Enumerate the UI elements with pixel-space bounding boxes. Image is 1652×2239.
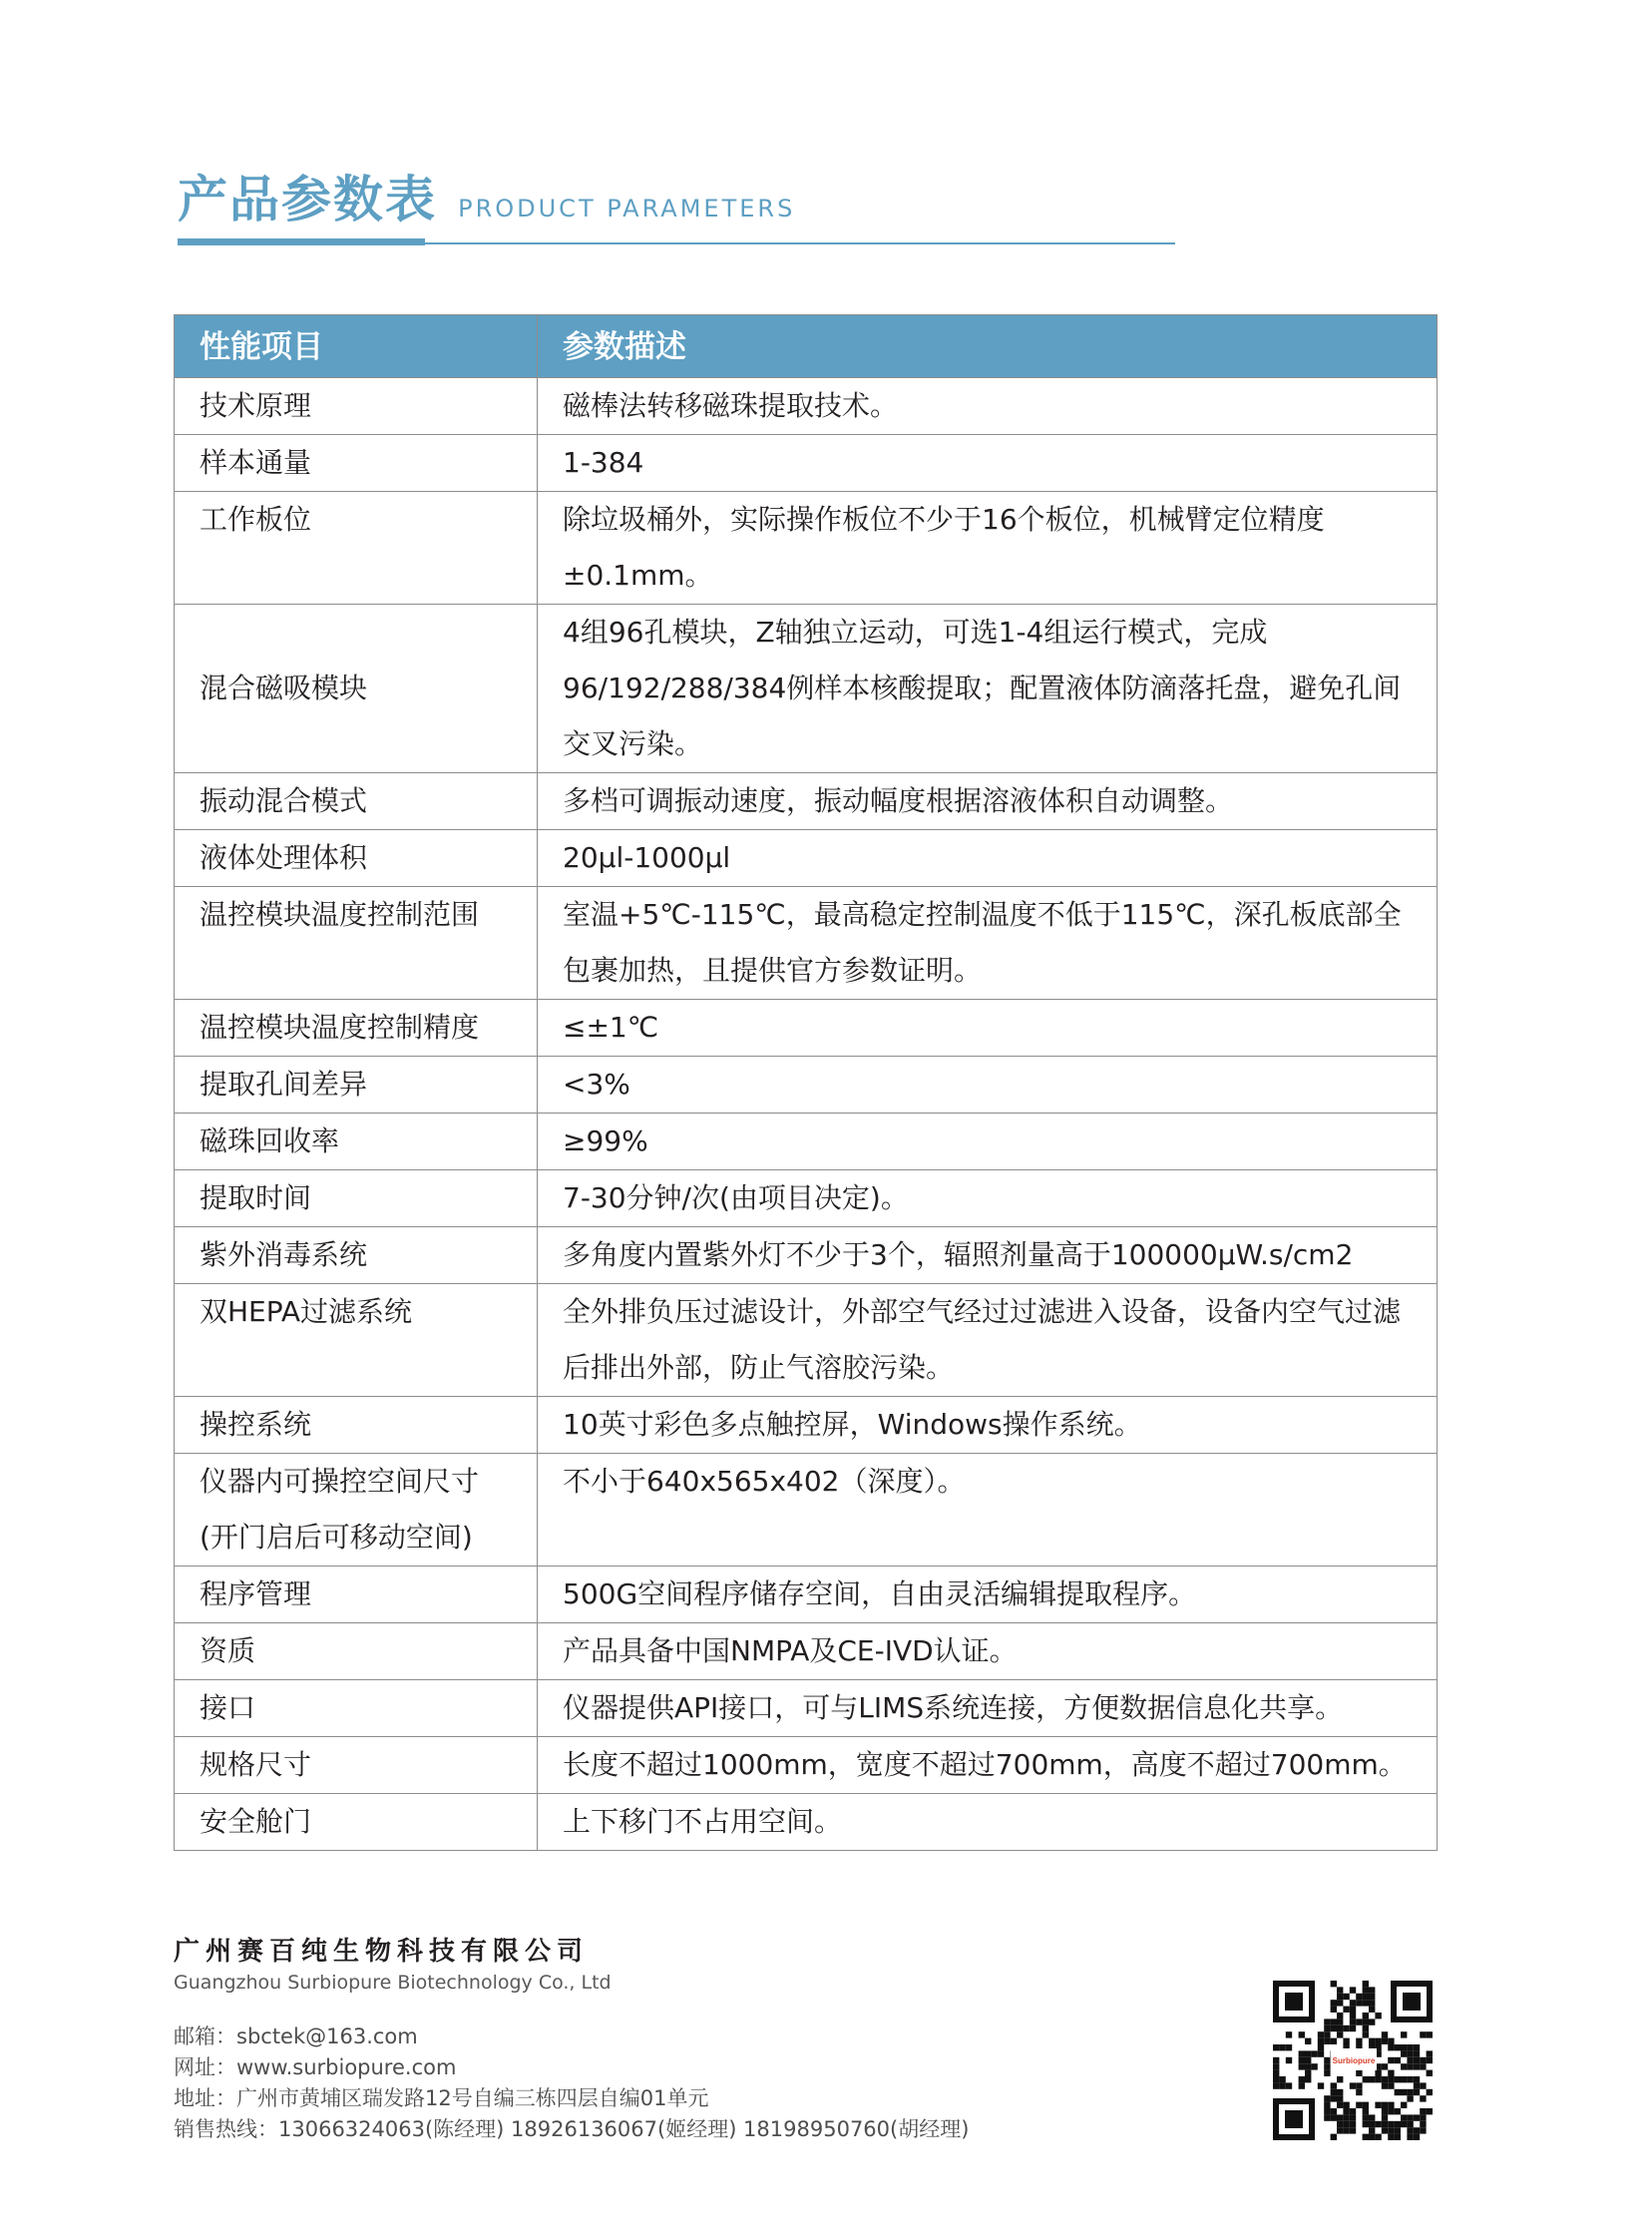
- param-value: <3%: [538, 1057, 1438, 1114]
- table-row: [175, 1397, 1438, 1454]
- param-name: 振动混合模式: [175, 773, 538, 830]
- table-row: [175, 1114, 1438, 1170]
- table-row: [175, 887, 1438, 1000]
- param-name: 技术原理: [175, 378, 538, 435]
- page-subtitle: PRODUCT PARAMETERS: [458, 195, 796, 223]
- param-value: 不小于640x565x402（深度）。: [538, 1454, 1438, 1567]
- contact-website: 网址：www.surbiopure.com: [174, 2055, 457, 2079]
- param-name: 操控系统: [175, 1397, 538, 1454]
- table-row: [175, 1567, 1438, 1623]
- param-value: 20μl-1000μl: [538, 830, 1438, 887]
- table-row: [175, 1170, 1438, 1227]
- company-name-en: Guangzhou Surbiopure Biotechnology Co., Ltd: [174, 1972, 612, 1994]
- header-accent-bar: [178, 238, 425, 245]
- param-name: 提取孔间差异: [175, 1057, 538, 1114]
- table-row: [175, 1737, 1438, 1794]
- param-value: ≤±1℃: [538, 1000, 1438, 1057]
- param-value: 1-384: [538, 435, 1438, 492]
- table-row: [175, 1794, 1438, 1851]
- param-name: 磁珠回收率: [175, 1114, 538, 1170]
- table-row: [175, 435, 1438, 492]
- param-name: 资质: [175, 1623, 538, 1680]
- parameters-table: [174, 314, 1438, 1851]
- param-value: 磁棒法转移磁珠提取技术。: [538, 378, 1438, 435]
- param-name: 规格尺寸: [175, 1737, 538, 1794]
- param-value: ≥99%: [538, 1114, 1438, 1170]
- table-header-row: [175, 315, 1438, 378]
- param-value: 多角度内置紫外灯不少于3个，辐照剂量高于100000μW.s/cm2: [538, 1227, 1438, 1284]
- param-value: 7-30分钟/次(由项目决定)。: [538, 1170, 1438, 1227]
- page-title: 产品参数表: [178, 171, 437, 228]
- contact-info: [174, 2021, 969, 2145]
- qr-code-icon: [1273, 1981, 1433, 2140]
- table-row: [175, 1057, 1438, 1114]
- table-row: [175, 1284, 1438, 1397]
- param-name: 接口: [175, 1680, 538, 1737]
- param-name: 样本通量: [175, 435, 538, 492]
- param-name: 仪器内可操控空间尺寸(开门启后可移动空间): [175, 1454, 538, 1567]
- param-name: 提取时间: [175, 1170, 538, 1227]
- contact-hotline: 销售热线：13066324063(陈经理) 18926136067(姬经理) 18198950760(胡经理): [174, 2117, 970, 2141]
- param-value: 除垃圾桶外，实际操作板位不少于16个板位，机械臂定位精度±0.1mm。: [538, 492, 1438, 605]
- contact-email: 邮箱：sbctek@163.com: [174, 2024, 418, 2048]
- param-value: 室温+5℃-115℃，最高稳定控制温度不低于115℃，深孔板底部全包裹加热，且提供官方参数证明。: [538, 887, 1438, 1000]
- company-name-cn: 广州赛百纯生物科技有限公司: [174, 1937, 590, 1967]
- param-value: 10英寸彩色多点触控屏，Windows操作系统。: [538, 1397, 1438, 1454]
- table-row: [175, 1680, 1438, 1737]
- company-block: [174, 1931, 612, 1994]
- param-name: 液体处理体积: [175, 830, 538, 887]
- table-row: [175, 830, 1438, 887]
- qr-logo-text: Surbiopure: [1332, 2056, 1376, 2065]
- column-header-item: 性能项目: [175, 315, 538, 378]
- param-value: 上下移门不占用空间。: [538, 1794, 1438, 1851]
- page-header: [178, 160, 795, 231]
- param-name: 安全舱门: [175, 1794, 538, 1851]
- column-header-desc: 参数描述: [538, 315, 1438, 378]
- param-value: 全外排负压过滤设计，外部空气经过过滤进入设备，设备内空气过滤后排出外部，防止气溶胶污染。: [538, 1284, 1438, 1397]
- table-row: [175, 773, 1438, 830]
- param-value: 仪器提供API接口，可与LIMS系统连接，方便数据信息化共享。: [538, 1680, 1438, 1737]
- table-row: [175, 378, 1438, 435]
- table-row: [175, 1000, 1438, 1057]
- param-value: 产品具备中国NMPA及CE-IVD认证。: [538, 1623, 1438, 1680]
- table-row: [175, 1454, 1438, 1567]
- table-row: [175, 605, 1438, 773]
- param-name: 温控模块温度控制精度: [175, 1000, 538, 1057]
- param-name: 紫外消毒系统: [175, 1227, 538, 1284]
- param-name: 温控模块温度控制范围: [175, 887, 538, 1000]
- param-name: 程序管理: [175, 1567, 538, 1623]
- param-name: 混合磁吸模块: [175, 605, 538, 773]
- param-value: 长度不超过1000mm，宽度不超过700mm，高度不超过700mm。: [538, 1737, 1438, 1794]
- contact-address: 地址：广州市黄埔区瑞发路12号自编三栋四层自编01单元: [174, 2086, 709, 2110]
- param-name: 工作板位: [175, 492, 538, 605]
- param-value: 4组96孔模块，Z轴独立运动，可选1-4组运行模式，完成96/192/288/384例样本核酸提取；配置液体防滴落托盘，避免孔间交叉污染。: [538, 605, 1438, 773]
- param-value: 500G空间程序储存空间，自由灵活编辑提取程序。: [538, 1567, 1438, 1623]
- table-row: [175, 492, 1438, 605]
- param-value: 多档可调振动速度，振动幅度根据溶液体积自动调整。: [538, 773, 1438, 830]
- table-row: [175, 1227, 1438, 1284]
- table-row: [175, 1623, 1438, 1680]
- param-name: 双HEPA过滤系统: [175, 1284, 538, 1397]
